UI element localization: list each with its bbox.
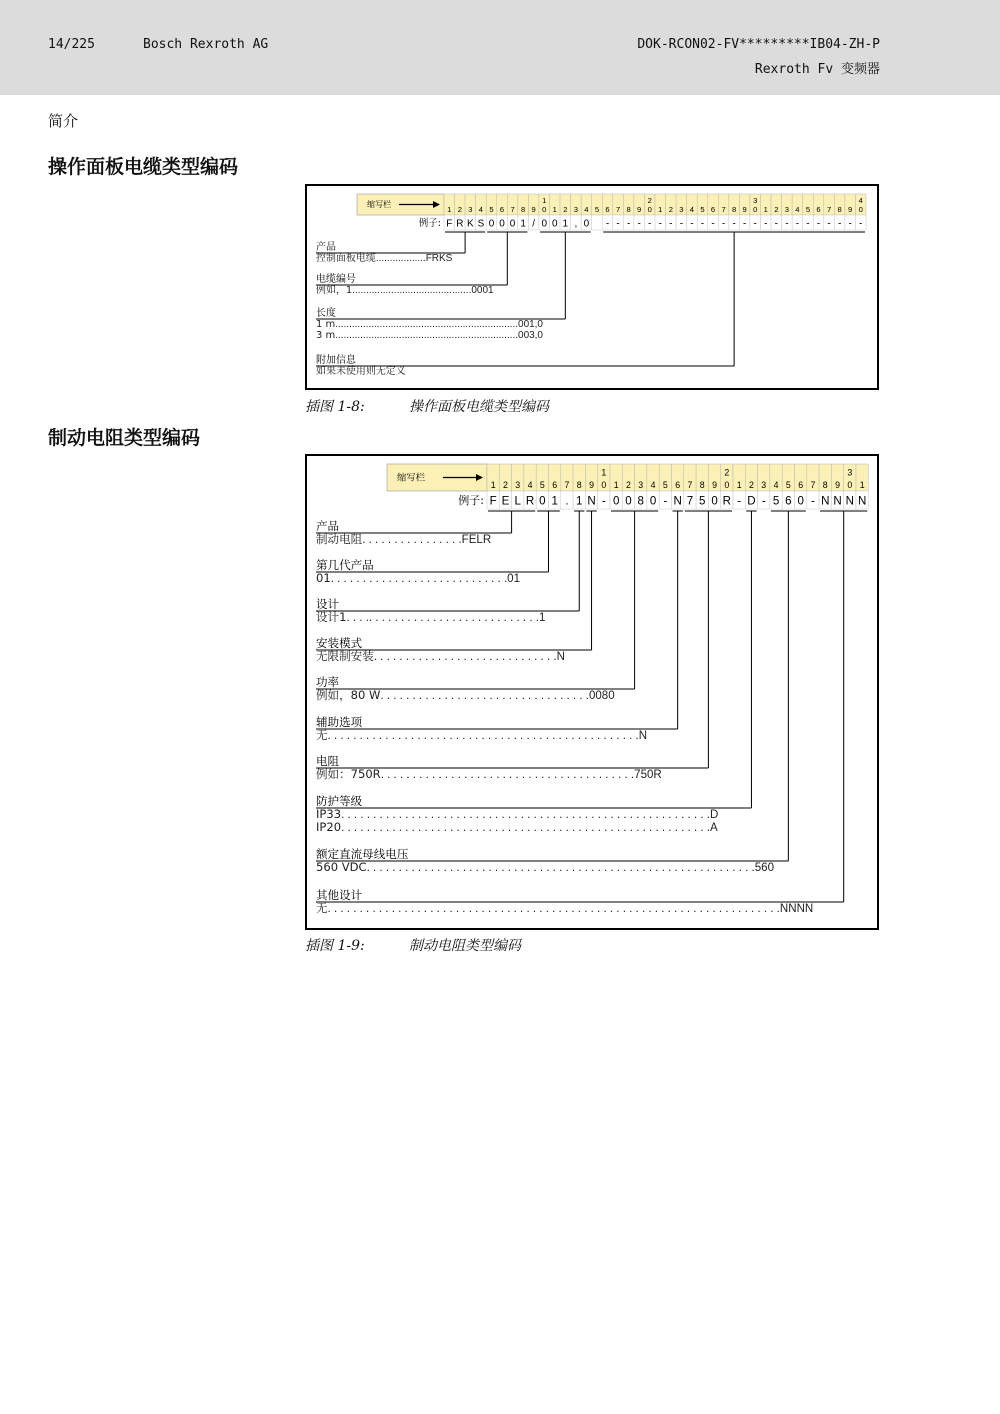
item-title: 功率	[316, 675, 340, 689]
example-char: R	[525, 495, 535, 508]
item-line-text: 制动电阻	[316, 532, 363, 546]
example-char: -	[806, 218, 810, 230]
item-line-dots: . . . . . . . . . . . . . . . . . . . . . . . . . . . . . . . . . . . . . . . . . . . . . . . . . . . . . . . . . .	[341, 822, 710, 834]
position-digit: 5	[700, 205, 705, 214]
item-line	[316, 532, 491, 546]
position-digit: 6	[710, 205, 716, 214]
position-digit: 8	[699, 480, 705, 490]
item-line-value: 01	[507, 573, 520, 585]
code-label: 缩写栏	[367, 200, 392, 210]
position-digit: 4	[795, 205, 800, 214]
position-digit: 4	[478, 205, 484, 214]
position-digit: 5	[489, 205, 494, 214]
page-number: 14/225	[48, 37, 95, 52]
position-digit: 2	[668, 205, 673, 214]
position-digit: 6	[798, 480, 804, 490]
example-char: -	[711, 218, 715, 230]
fig1-caption-number: 插图 1-8:	[305, 399, 365, 415]
position-digit: 6	[552, 480, 558, 490]
position-digit: 8	[837, 205, 842, 214]
item-title: 产品	[316, 242, 336, 253]
position-digit: 4	[527, 480, 533, 490]
item-title: 附加信息	[316, 355, 356, 366]
item-title: 防护等级	[316, 794, 363, 808]
position-tens-digit: 1	[542, 195, 547, 205]
example-char: -	[637, 218, 641, 230]
item-line-value: 003,0	[518, 330, 543, 341]
fig1-caption	[305, 396, 549, 416]
position-digit: 2	[774, 205, 779, 214]
brake-resistor-code-diagram	[307, 456, 881, 932]
example-char: 0	[541, 218, 547, 230]
item-line	[316, 610, 545, 624]
item-line-value: A	[710, 822, 718, 834]
item-line-value: 560	[754, 862, 775, 874]
example-char: .	[565, 495, 569, 508]
fig1-caption-title: 操作面板电缆类型编码	[409, 399, 549, 415]
example-char: ,	[574, 218, 578, 230]
item-line-text: 例如，80 W	[316, 688, 381, 702]
position-digit: 7	[510, 205, 515, 214]
position-digit: 7	[615, 205, 621, 214]
item-title: 电阻	[316, 754, 340, 768]
example-char: -	[605, 218, 610, 230]
item-title: 电缆编号	[316, 274, 356, 285]
example-char: /	[532, 218, 536, 230]
item-line-text: 控制面板电缆	[316, 253, 376, 264]
item-line	[316, 251, 453, 264]
item-line-text: 例如：750R	[316, 767, 381, 781]
item-title: 额定直流母线电压	[316, 847, 409, 861]
item-title: 长度	[316, 308, 336, 319]
example-char: F	[446, 218, 453, 230]
example-char: N	[845, 495, 855, 508]
item-line-text: 设计1	[316, 610, 347, 624]
item-line-value: 001,0	[518, 319, 543, 330]
example-char: -	[648, 218, 652, 230]
item-line	[316, 688, 615, 702]
position-digit: 5	[594, 205, 600, 214]
position-digit: 1	[613, 480, 619, 490]
example-char: -	[753, 218, 757, 230]
example-char: 0	[797, 495, 804, 508]
position-digit: 4	[689, 205, 695, 214]
code-label: 缩写栏	[397, 472, 426, 484]
example-char: N	[673, 495, 682, 508]
example-label: 例子:	[418, 217, 441, 229]
position-digit: 2	[457, 205, 462, 214]
example-label: 例子:	[458, 493, 484, 507]
position-digit: 9	[589, 480, 595, 490]
item-line-value: 1	[538, 612, 546, 624]
section-label: 简介	[48, 112, 79, 130]
example-char: -	[859, 218, 863, 230]
position-digit: 7	[564, 480, 570, 490]
item-line-value: NNNN	[779, 903, 814, 915]
position-digit: 3	[573, 205, 578, 214]
example-char: 1	[562, 218, 569, 230]
item-title: 安装模式	[316, 636, 363, 650]
example-char: -	[774, 218, 778, 230]
example-char: N	[857, 495, 867, 508]
item-line-text: 1 m	[316, 319, 336, 330]
position-digit: 6	[605, 205, 610, 214]
position-digit: 0	[542, 205, 547, 214]
position-digit: 1	[658, 205, 663, 214]
example-char: N	[821, 495, 830, 508]
position-digit: 0	[647, 205, 652, 214]
item-line-dots: . . . . . . . . . . . . . . . .	[362, 534, 462, 546]
example-char: -	[616, 218, 620, 230]
position-digit: 1	[859, 480, 865, 490]
position-digit: 1	[447, 205, 452, 214]
item-line	[316, 807, 718, 821]
item-line-dots: . . . . . . . . . . . . . . . . . . . . . . . . . . . . . . . . . . . . . . . . . . . . . . . . . . . . . . . . . . . . .	[366, 862, 755, 874]
position-digit: 2	[502, 480, 508, 490]
example-char: -	[663, 495, 668, 508]
fig2-heading: 制动电阻类型编码	[48, 427, 201, 449]
example-char: -	[827, 218, 831, 230]
example-char: 5	[699, 495, 706, 508]
item-line-dots: . . . . . . . . . . . . . . . . . . . . . . . . . . . . . . . . .	[380, 690, 589, 702]
item-line-text: 例如，1	[316, 285, 353, 296]
fig2-caption	[305, 935, 521, 955]
example-char: K	[467, 218, 474, 230]
position-digit: 8	[521, 205, 526, 214]
example-char: 0	[625, 495, 632, 508]
position-digit: 7	[810, 480, 816, 490]
item-line-text: IP33	[316, 807, 342, 821]
item-line	[316, 283, 494, 296]
example-char: F	[489, 495, 497, 508]
item-line-value: N	[638, 730, 648, 742]
position-digit: 5	[785, 480, 791, 490]
item-line-value: 750R	[634, 769, 662, 781]
item-line-dots: . . . . . . . . . . . . . . . . . . . . . . . . . . . . . . . . . . . . . . . . . . . . . . . . . . . . . . . . . . . . . . . . . . . . . . .	[327, 903, 780, 915]
position-digit: 3	[784, 205, 789, 214]
example-char: -	[811, 495, 815, 508]
item-line-text: 560 VDC	[316, 860, 367, 874]
position-digit: 9	[848, 205, 853, 214]
position-digit: 0	[724, 480, 730, 490]
fig2-caption-number: 插图 1-9:	[305, 938, 365, 954]
position-digit: 7	[687, 480, 693, 490]
example-char: 0	[539, 495, 546, 508]
item-line-text: 如果未使用则无定义	[316, 366, 406, 377]
item-line-dots: . . . . . . . . . . . . . . . . . . . . . . . . . . . .	[330, 573, 508, 585]
position-digit: 3	[638, 480, 644, 490]
example-char: 0	[711, 495, 718, 508]
brake-resistor-type-code-figure	[305, 454, 879, 930]
item-line-dots: ..................................................................	[335, 330, 519, 341]
position-digit: 5	[805, 205, 811, 214]
example-char: 1	[576, 495, 583, 508]
item-line-value: D	[710, 809, 719, 821]
example-char: 0	[612, 495, 620, 508]
position-digit: 3	[468, 205, 473, 214]
item-line-dots: . . . . . . . . . . . . . . . . . . . . . . . . . . . . . . . . . . . . . . . .	[380, 769, 635, 781]
item-line-text: 无	[316, 901, 328, 915]
position-digit: 9	[637, 205, 642, 214]
position-digit: 2	[625, 480, 631, 490]
position-digit: 1	[736, 480, 742, 490]
position-digit: 8	[822, 480, 828, 490]
position-digit: 6	[816, 205, 821, 214]
example-char: -	[679, 218, 684, 230]
item-line	[316, 860, 774, 874]
example-cell	[592, 215, 603, 230]
position-digit: 2	[748, 480, 754, 490]
item-line	[316, 901, 813, 915]
position-digit: 9	[712, 480, 718, 490]
position-tens-digit: 4	[858, 195, 863, 205]
position-digit: 3	[515, 480, 521, 490]
example-char: 8	[637, 495, 644, 508]
item-line-text: 无限制安装	[316, 649, 374, 663]
item-line-text: IP20	[316, 820, 342, 834]
example-char: 5	[772, 495, 780, 508]
item-line-value: 0001	[471, 285, 494, 296]
example-char: 7	[686, 495, 694, 508]
position-digit: 6	[675, 480, 681, 490]
example-char: -	[669, 218, 673, 230]
example-char: 1	[551, 495, 558, 508]
product-name: Rexroth Fv 变频器	[754, 62, 880, 77]
example-char: 0	[488, 218, 495, 230]
item-line-dots: ...........................................	[352, 285, 472, 296]
item-line	[316, 820, 718, 834]
position-digit: 4	[584, 205, 589, 214]
position-digit: 4	[650, 480, 656, 490]
example-char: 0	[552, 218, 558, 230]
position-tens-digit: 2	[724, 467, 730, 478]
item-line-value: N	[556, 651, 565, 663]
example-char: N	[587, 495, 596, 508]
example-char: R	[456, 218, 464, 230]
example-char: -	[764, 218, 768, 230]
example-char: D	[747, 495, 756, 508]
item-title: 其他设计	[316, 888, 363, 902]
fig1-heading: 操作面板电缆类型编码	[48, 156, 239, 178]
item-line-text: 01	[316, 571, 331, 585]
item-title: 设计	[316, 597, 340, 611]
example-char: 0	[499, 218, 505, 230]
example-char: -	[761, 495, 766, 508]
page-header	[0, 0, 1000, 95]
item-line-value: FELR	[461, 534, 492, 546]
example-char: -	[816, 218, 821, 230]
item-line-dots: . . . . . . . . . . . . . . . . . . . . . . . . . . . . .	[373, 651, 557, 663]
example-char: -	[848, 218, 852, 230]
position-digit: 0	[601, 480, 607, 490]
item-line	[316, 364, 406, 377]
example-char: -	[601, 495, 606, 508]
position-digit: 2	[563, 205, 568, 214]
item-title: 第几代产品	[316, 558, 374, 572]
position-digit: 9	[531, 205, 536, 214]
item-line	[316, 571, 520, 585]
panel-cable-type-code-figure	[305, 184, 879, 390]
example-char: -	[785, 218, 789, 230]
position-digit: 5	[539, 480, 545, 490]
company-name: Bosch Rexroth AG	[143, 37, 269, 52]
item-line-dots: ..................	[375, 253, 426, 264]
item-title: 辅助选项	[316, 715, 363, 729]
example-char: -	[795, 218, 800, 230]
example-char: S	[477, 218, 485, 230]
item-line-text: 无	[316, 728, 328, 742]
example-char: -	[690, 218, 694, 230]
item-line-dots: ..................................................................	[335, 319, 519, 330]
position-tens-digit: 2	[647, 195, 652, 205]
item-line	[316, 728, 647, 742]
example-char: -	[700, 218, 705, 230]
position-digit: 7	[826, 205, 832, 214]
position-tens-digit: 1	[601, 467, 607, 478]
position-tens-digit: 3	[847, 467, 853, 478]
example-char: L	[514, 495, 521, 508]
item-line-dots: . . . .. . . . . . . . . . . . . . . . . . . . . . . . . . .	[346, 612, 539, 624]
document-id: DOK-RCON02-FV*********IB04-ZH-P	[637, 37, 880, 52]
position-digit: 4	[773, 480, 779, 490]
position-digit: 1	[490, 480, 496, 490]
example-char: 1	[520, 218, 526, 230]
position-digit: 9	[742, 205, 747, 214]
item-line	[316, 319, 543, 330]
item-line	[316, 330, 543, 341]
example-char: 6	[785, 495, 792, 508]
position-digit: 6	[499, 205, 505, 214]
position-digit: 8	[626, 205, 631, 214]
example-char: N	[833, 495, 842, 508]
position-digit: 8	[732, 205, 737, 214]
item-line	[316, 649, 565, 663]
item-line-value: 0080	[588, 690, 615, 702]
position-digit: 7	[721, 205, 726, 214]
item-line-text: 3 m	[316, 330, 336, 341]
example-char: -	[837, 218, 842, 230]
fig2-caption-title: 制动电阻类型编码	[409, 938, 521, 954]
position-digit: 0	[753, 205, 758, 214]
example-char: -	[626, 218, 631, 230]
example-char: 0	[649, 495, 657, 508]
example-char: -	[732, 218, 736, 230]
position-digit: 0	[847, 480, 853, 490]
example-char: -	[721, 218, 726, 230]
item-line-value: FRKS	[425, 253, 453, 264]
panel-cable-code-diagram	[307, 186, 881, 392]
example-char: R	[722, 495, 732, 508]
position-digit: 1	[763, 205, 768, 214]
item-line-dots: . . . . . . . . . . . . . . . . . . . . . . . . . . . . . . . . . . . . . . . . . . . . . . . . .	[327, 730, 639, 742]
position-digit: 5	[662, 480, 668, 490]
item-line	[316, 767, 662, 781]
example-char: E	[501, 495, 510, 508]
example-char: 0	[509, 218, 516, 230]
example-char: -	[737, 495, 742, 508]
item-title: 产品	[316, 519, 340, 533]
position-digit: 9	[835, 480, 841, 490]
example-char: -	[658, 218, 662, 230]
position-digit: 1	[552, 205, 557, 214]
example-char: 0	[583, 218, 590, 230]
example-char: -	[743, 218, 747, 230]
item-line-dots: . . . . . . . . . . . . . . . . . . . . . . . . . . . . . . . . . . . . . . . . . . . . . . . . . . . . . . . . . .	[341, 809, 710, 821]
position-digit: 3	[761, 480, 767, 490]
position-digit: 0	[858, 205, 863, 214]
position-tens-digit: 3	[753, 195, 758, 205]
position-digit: 8	[576, 480, 582, 490]
position-digit: 3	[679, 205, 684, 214]
